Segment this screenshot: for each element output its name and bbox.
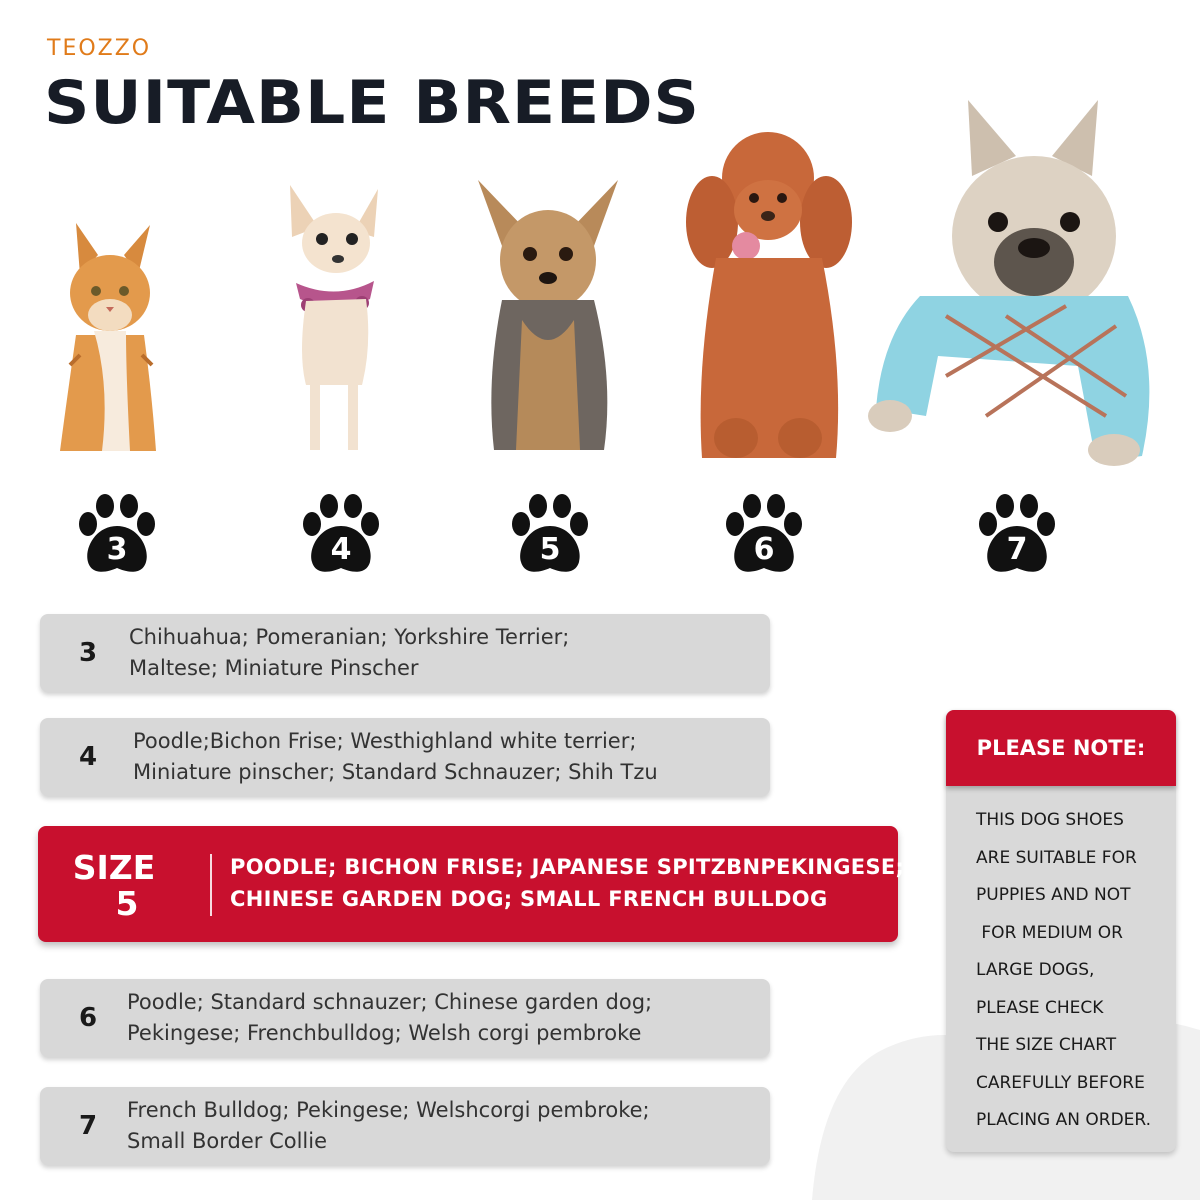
paw-badge-4 xyxy=(298,492,384,578)
paw-badge-7 xyxy=(974,492,1060,578)
breed-line: Pekingese; Frenchbulldog; Welsh corgi pembroke xyxy=(127,1021,642,1045)
paw-size-number: 6 xyxy=(753,532,775,567)
note-line: FOR MEDIUM OR xyxy=(976,922,1123,943)
paw-size-number: 4 xyxy=(330,532,352,567)
page-title: SUITABLE BREEDS xyxy=(44,68,700,138)
breed-line: POODLE; BICHON FRISE; JAPANESE SPITZBNPEKINGESE; xyxy=(230,855,905,879)
size-label: 7 xyxy=(78,1111,98,1141)
yorkshire-photo xyxy=(458,150,638,460)
note-line: ARE SUITABLE FOR xyxy=(976,847,1137,868)
note-line: PLACING AN ORDER. xyxy=(976,1110,1152,1130)
note-line: THE SIZE CHART xyxy=(976,1035,1117,1055)
paw-size-number: 3 xyxy=(106,532,128,567)
breed-line: Chihuahua; Pomeranian; Yorkshire Terrier; xyxy=(129,625,570,649)
note-heading: PLEASE NOTE: xyxy=(946,710,1176,786)
kitten-photo xyxy=(46,215,171,460)
size-row-5-highlight xyxy=(38,826,905,942)
note-body xyxy=(976,802,1170,1140)
please-note-box xyxy=(946,710,1176,1152)
size-number: 5 xyxy=(115,884,139,923)
note-line: CAREFULLY BEFORE xyxy=(976,1072,1145,1093)
size-row-7 xyxy=(40,1087,770,1165)
paw-badge-5 xyxy=(507,492,593,578)
size-row-6 xyxy=(40,979,770,1057)
chihuahua-photo xyxy=(262,175,402,460)
breed-list xyxy=(127,1095,760,1157)
breed-list xyxy=(129,622,760,684)
size-label: 3 xyxy=(78,638,98,668)
breed-list xyxy=(133,726,760,788)
brand-logo: TEOZZO xyxy=(47,36,152,61)
size-heading xyxy=(54,850,174,922)
french-bulldog-photo xyxy=(866,86,1161,468)
note-line: THIS DOG SHOES xyxy=(976,810,1124,830)
poodle-photo xyxy=(676,118,861,466)
breed-line: Maltese; Miniature Pinscher xyxy=(129,656,419,680)
size-label: 4 xyxy=(78,742,98,772)
divider xyxy=(210,854,212,916)
breed-line: CHINESE GARDEN DOG; SMALL FRENCH BULLDOG xyxy=(230,887,828,911)
size-row-4 xyxy=(40,718,770,796)
note-line: PLEASE CHECK xyxy=(976,997,1104,1018)
breed-line: Poodle;Bichon Frise; Westhighland white terrier; xyxy=(133,729,637,753)
size-label: 6 xyxy=(78,1003,98,1033)
size-row-3 xyxy=(40,614,770,692)
note-line: LARGE DOGS, xyxy=(976,960,1095,980)
breed-line: Poodle; Standard schnauzer; Chinese garden dog; xyxy=(127,990,653,1014)
breed-line: French Bulldog; Pekingese; Welshcorgi pembroke; xyxy=(127,1098,650,1122)
note-line: PUPPIES AND NOT xyxy=(976,885,1131,905)
paw-badge-6 xyxy=(721,492,807,578)
breed-line: Small Border Collie xyxy=(127,1129,328,1153)
paw-badge-3 xyxy=(74,492,160,578)
paw-size-number: 5 xyxy=(539,532,561,567)
size-word: SIZE xyxy=(72,848,156,887)
paw-size-number: 7 xyxy=(1006,532,1028,567)
breed-list xyxy=(127,987,760,1049)
breed-list xyxy=(230,851,905,915)
breed-line: Miniature pinscher; Standard Schnauzer; Shih Tzu xyxy=(133,760,658,784)
